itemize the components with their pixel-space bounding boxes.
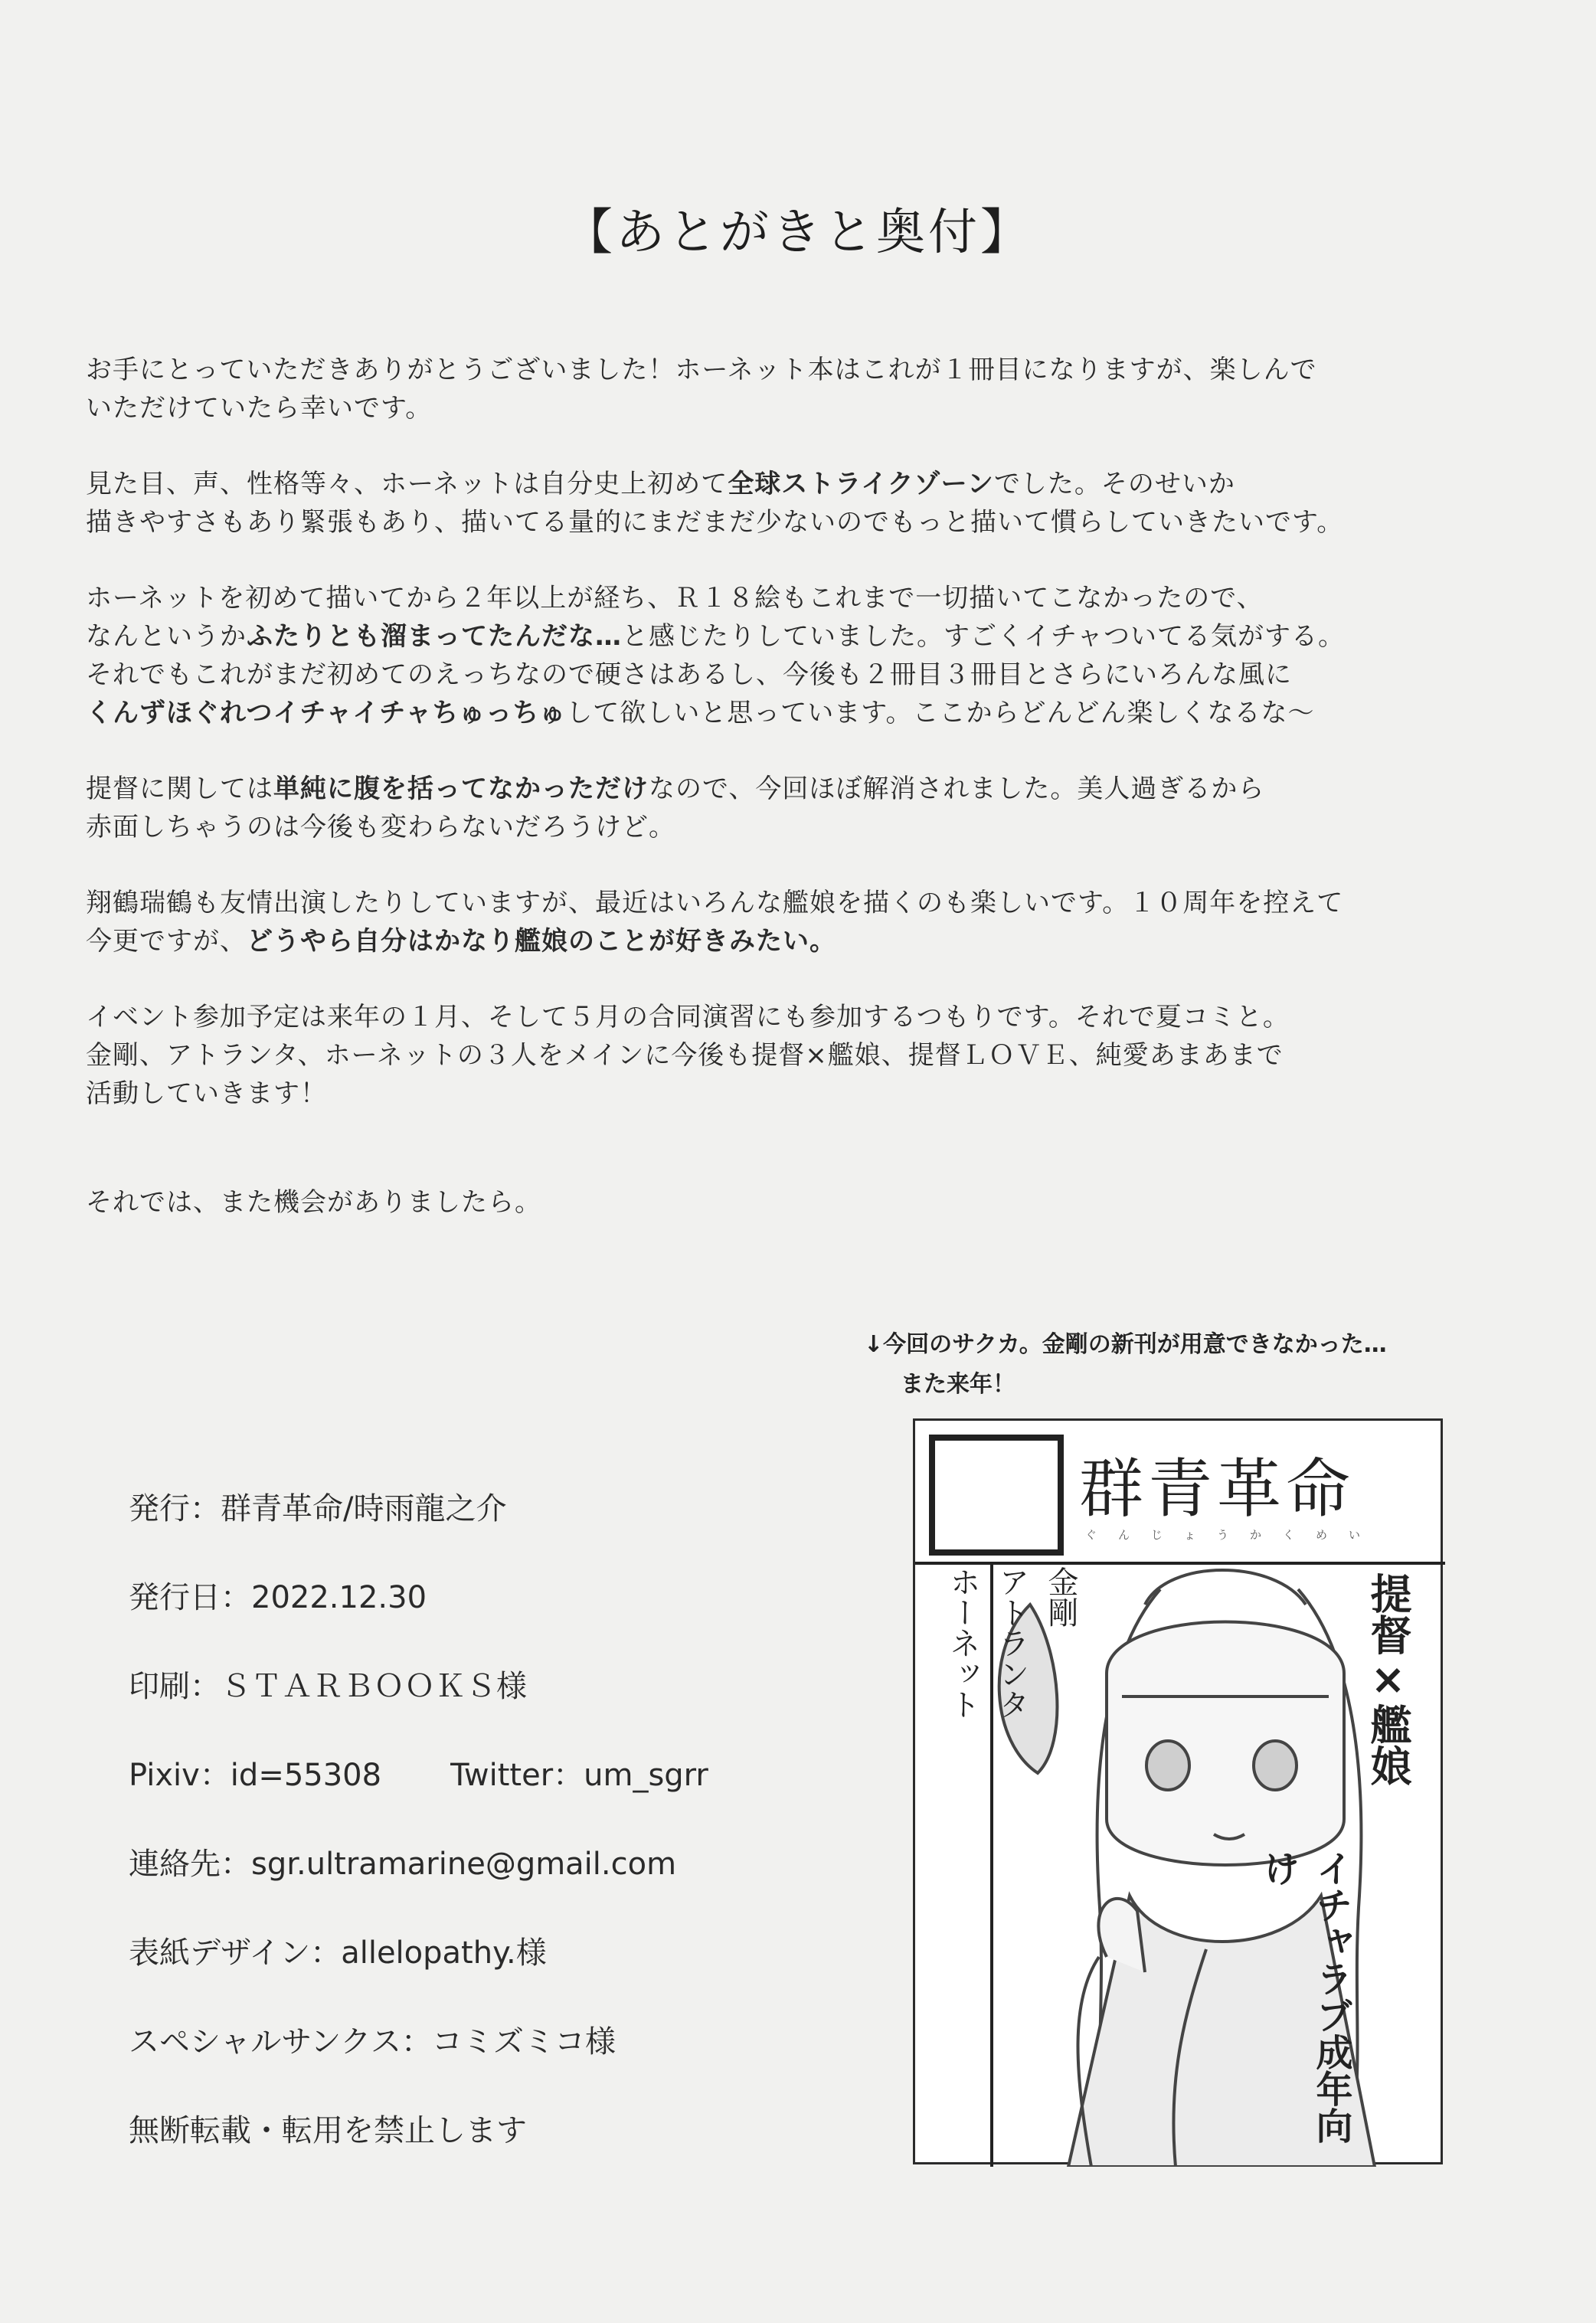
handwritten-note bbox=[864, 1325, 1553, 1405]
text-line: 金剛、アトランタ、ホーネットの３人をメインに今後も提督×艦娘、提督ＬＯＶＥ、純愛あまあまで bbox=[86, 1040, 1284, 1071]
cover-design-line: 表紙デザイン：allelopathy.様 bbox=[129, 1935, 547, 1971]
afterword-text bbox=[86, 351, 1526, 1259]
emphasis-text: くんずほぐれつイチャイチャちゅっちゅ bbox=[86, 698, 567, 728]
text-line: いただけていたら幸いです。 bbox=[86, 393, 433, 424]
emphasis-text: どうやら自分はかなり艦娘のことが好きみたい。 bbox=[247, 926, 836, 957]
text-line: 赤面しちゃうのは今後も変わらないだろうけど。 bbox=[86, 812, 675, 842]
copyright-notice: 無断転載・転用を禁止します bbox=[129, 2113, 527, 2148]
text-line: 提督に関しては単純に腹を括ってなかっただけなので、今回ほぼ解消されました。美人過ぎるから bbox=[86, 774, 1265, 804]
printer-line: 印刷：ＳＴＡＲＢＯＯＫＳ様 bbox=[129, 1669, 527, 1704]
text-line: なんというかふたりとも溜まってたんだな…と感じたりしていました。すごくイチャついてる気がする。 bbox=[86, 621, 1345, 652]
text-line: 見た目、声、性格等々、ホーネットは自分史上初めて全球ストライクゾーンでした。そのせいか bbox=[86, 469, 1235, 499]
circle-name: 群青革命 bbox=[1079, 1451, 1356, 1526]
pixiv-id: Pixiv：id=55308 bbox=[129, 1758, 382, 1793]
paragraph-6 bbox=[86, 998, 1526, 1113]
twitter-handle: Twitter：um_sgrr bbox=[450, 1758, 708, 1793]
character-name: ホーネット bbox=[945, 1566, 980, 1719]
contact-line: 連絡先：sgr.ultramarine@gmail.com bbox=[129, 1847, 677, 1882]
paragraph-5 bbox=[86, 884, 1526, 960]
closing-line: それでは、また機会がありましたら。 bbox=[86, 1187, 541, 1218]
publisher-line: 発行：群青革命/時雨龍之介 bbox=[129, 1491, 507, 1526]
circle-ruby: ぐんじょうかくめい bbox=[1085, 1528, 1382, 1542]
checkbox-frame bbox=[932, 1438, 1061, 1552]
colophon bbox=[129, 1484, 894, 2195]
paragraph-1 bbox=[86, 351, 1526, 427]
tagline: 提督×艦娘 bbox=[1364, 1572, 1412, 1786]
paragraph-3 bbox=[86, 579, 1526, 732]
text-line: 翔鶴瑞鶴も友情出演したりしていますが、最近はいろんな艦娘を描くのも楽しいです。１０周年を控えて bbox=[86, 888, 1344, 918]
text-line: 活動していきます！ bbox=[86, 1078, 327, 1109]
emphasis-text: ふたりとも溜まってたんだな… bbox=[247, 621, 622, 652]
emphasis-text: 単純に腹を括ってなかっただけ bbox=[273, 774, 649, 804]
character-name: アトランタ bbox=[994, 1566, 1029, 1719]
emphasis-text: 全球ストライクゾーン bbox=[728, 469, 994, 499]
publish-date-line: 発行日：2022.12.30 bbox=[129, 1580, 427, 1615]
page-title: 【あとがきと奥付】 bbox=[564, 204, 1032, 261]
character-names bbox=[938, 1566, 1085, 2148]
circle-cut-image bbox=[913, 1418, 1443, 2164]
note-line: ↓今回のサクカ。金剛の新刊が用意できなかった… bbox=[864, 1331, 1387, 1358]
note-line: また来年！ bbox=[901, 1371, 1015, 1398]
text-line: ホーネットを初めて描いてから２年以上が経ち、Ｒ１８絵もこれまで一切描いてこなかったので、 bbox=[86, 583, 1264, 613]
text-line: くんずほぐれつイチャイチャちゅっちゅして欲しいと思っています。ここからどんどん楽しくなるな～ bbox=[86, 698, 1315, 728]
paragraph-4 bbox=[86, 770, 1526, 846]
special-thanks-line: スペシャルサンクス：コミズミコ様 bbox=[129, 2024, 616, 2060]
paragraph-2 bbox=[86, 465, 1526, 541]
social-line bbox=[129, 1751, 894, 1840]
text-line: お手にとっていただきありがとうございました！ホーネット本はこれが１冊目になりますが、楽しんで bbox=[86, 355, 1317, 385]
text-line: 今更ですが、どうやら自分はかなり艦娘のことが好きみたい。 bbox=[86, 926, 836, 957]
text-line: それでもこれがまだ初めてのえっちなので硬さはあるし、今後も２冊目３冊目とさらにいろんな風に bbox=[86, 659, 1292, 690]
text-line: 描きやすさもあり緊張もあり、描いてる量的にまだまだ少ないのでもっと描いて慣らしていきたいです。 bbox=[86, 507, 1344, 538]
text-line: イベント参加予定は来年の１月、そして５月の合同演習にも参加するつもりです。それで夏コミと。 bbox=[86, 1002, 1290, 1032]
rating-label: イチャラブ成年向け bbox=[1257, 1850, 1352, 2144]
character-name: 金剛 bbox=[1043, 1566, 1078, 1628]
